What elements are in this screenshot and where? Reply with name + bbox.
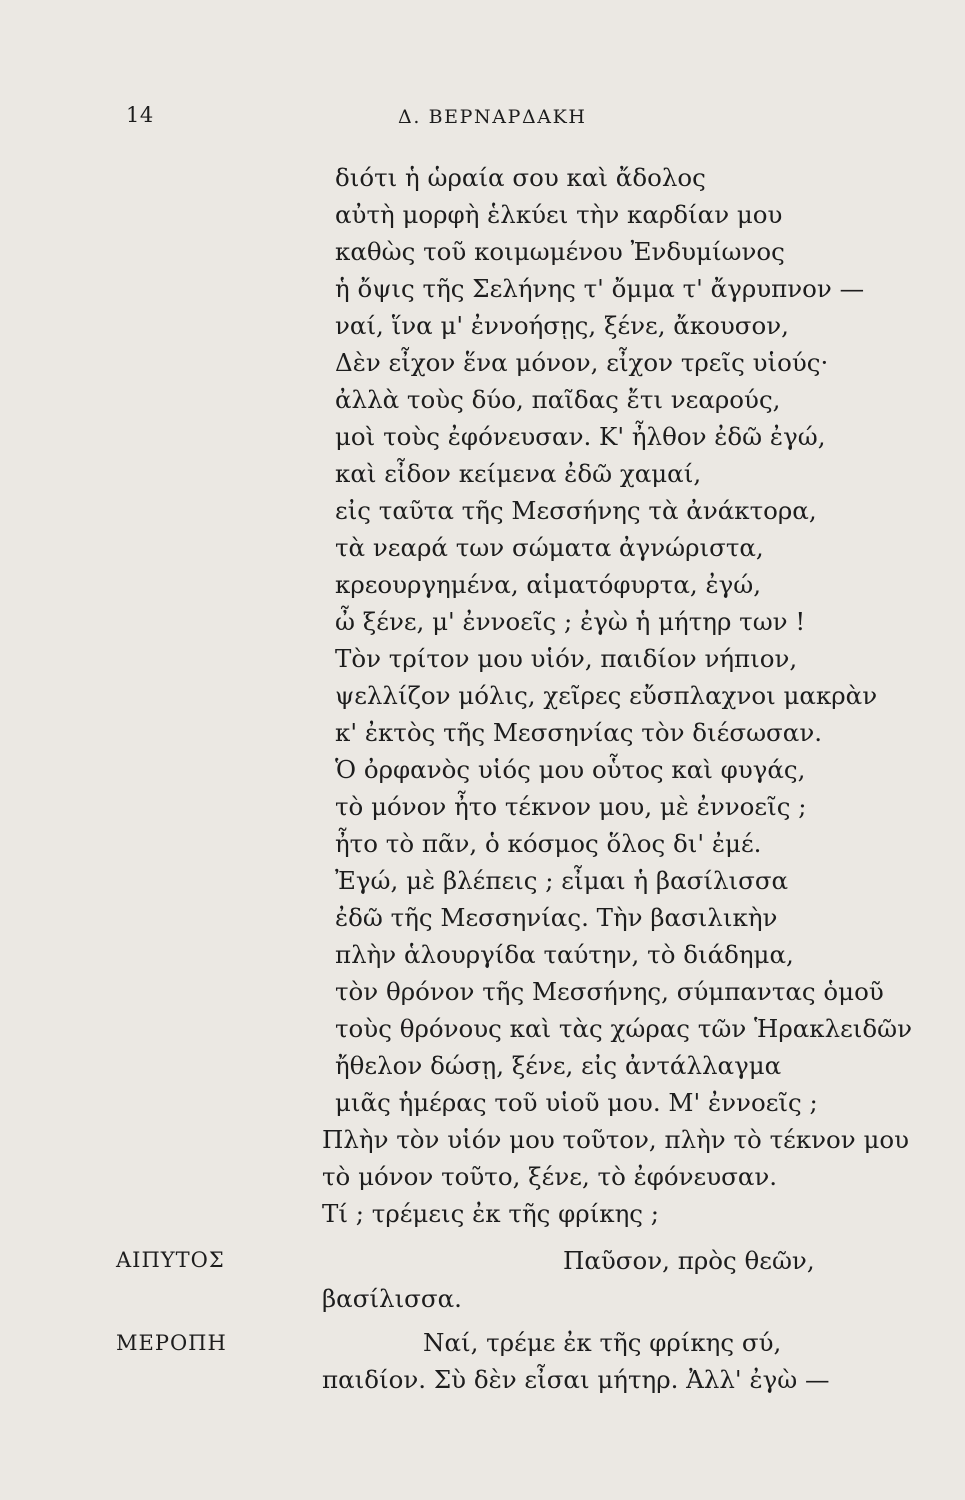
verse-line: τοὺς θρόνους καὶ τὰς χώρας τῶν Ἡρακλειδῶν [335,1014,913,1043]
verse-line: κ' ἐκτὸς τῆς Μεσσηνίας τὸν διέσωσαν. [335,718,822,747]
verse-line: Ναί, τρέμε ἐκ τῆς φρίκης σύ, [423,1328,782,1357]
verse-line: τὸ μόνον τοῦτο, ξένε, τὸ ἐφόνευσαν. [322,1162,778,1191]
verse-line: πλὴν ἁλουργίδα ταύτην, τὸ διάδημα, [335,940,794,969]
verse-line: αὐτὴ μορφὴ ἑλκύει τὴν καρδίαν μου [335,200,783,229]
verse-line: Ὁ ὀρφανὸς υἱός μου οὗτος καὶ φυγάς, [335,755,806,784]
verse-line: ὦ ξένε, μ' ἐννοεῖς ; ἐγὼ ἡ μήτηρ των ! [335,607,806,636]
verse-line: Πλὴν τὸν υἱόν μου τοῦτον, πλὴν τὸ τέκνον μου [322,1125,910,1154]
verse-line: ἦτο τὸ πᾶν, ὁ κόσμος ὅλος δι' ἐμέ. [335,829,762,858]
verse-line: ἐδῶ τῆς Μεσσηνίας. Τὴν βασιλικὴν [335,903,778,932]
verse-line: κρεουργημένα, αἱματόφυρτα, ἐγώ, [335,570,762,599]
verse-line: παιδίον. Σὺ δὲν εἶσαι μήτηρ. Ἀλλ' ἐγὼ — [322,1365,830,1394]
verse-line: τὰ νεαρά των σώματα ἀγνώριστα, [335,533,764,562]
verse-line: ψελλίζον μόλις, χεῖρες εὔσπλαχνοι μακρὰν [335,681,878,710]
verse-line: βασίλισσα. [322,1284,462,1313]
speaker-name: ΑΙΠΥΤΟΣ [116,1248,225,1272]
verse-line: ναί, ἵνα μ' ἐννοήσῃς, ξένε, ἄκουσον, [335,311,789,340]
verse-line: τὸν θρόνον τῆς Μεσσήνης, σύμπαντας ὁμοῦ [335,977,884,1006]
verse-line: ἡ ὄψις τῆς Σελήνης τ' ὄμμα τ' ἄγρυπνον — [335,274,865,303]
verse-line: διότι ἡ ὡραία σου καὶ ἄδολος [335,163,706,192]
verse-line: εἰς ταῦτα τῆς Μεσσήνης τὰ ἀνάκτορα, [335,496,817,525]
verse-line: ἀλλὰ τοὺς δύο, παῖδας ἔτι νεαρούς, [335,385,781,414]
verse-line: τὸ μόνον ἦτο τέκνον μου, μὲ ἐννοεῖς ; [335,792,807,821]
verse-line: μιᾶς ἡμέρας τοῦ υἱοῦ μου. Μ' ἐννοεῖς ; [335,1088,818,1117]
verse-line: Παῦσον, πρὸς θεῶν, [563,1246,815,1275]
speaker-name: ΜΕΡΟΠΗ [116,1331,227,1355]
verse-line: Ἐγώ, μὲ βλέπεις ; εἶμαι ἡ βασίλισσα [335,866,789,895]
verse-line: καθὼς τοῦ κοιμωμένου Ἐνδυμίωνος [335,237,785,266]
verse-line: Δὲν εἶχον ἕνα μόνον, εἶχον τρεῖς υἱούς· [335,348,829,377]
verse-line: μοὶ τοὺς ἐφόνευσαν. Κ' ἦλθον ἐδῶ ἐγώ, [335,422,826,451]
verse-line: Τὸν τρίτον μου υἱόν, παιδίον νήπιον, [335,644,798,673]
verse-line: Τί ; τρέμεις ἐκ τῆς φρίκης ; [322,1199,660,1228]
verse-line: καὶ εἶδον κείμενα ἐδῶ χαμαί, [335,459,702,488]
running-head: Δ. ΒΕΡΝΑΡΔΑΚΗ [398,106,587,128]
verse-line: ἤθελον δώσῃ, ξένε, εἰς ἀντάλλαγμα [335,1051,782,1080]
page-number: 14 [126,103,154,127]
